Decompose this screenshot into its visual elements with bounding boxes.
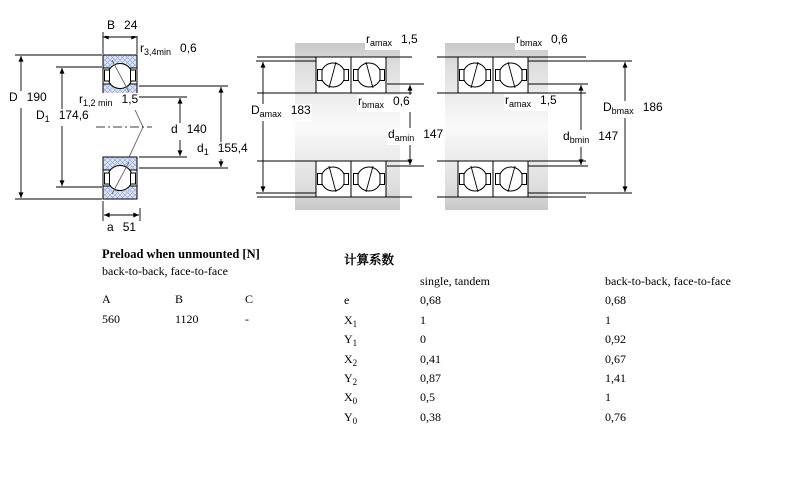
factors-grid [344, 274, 775, 429]
factor-value: 0 [420, 332, 426, 347]
cage [105, 70, 110, 81]
factor-value: 0,67 [605, 351, 626, 366]
cage [105, 173, 110, 184]
dim-label-damin: $d_{amin}$ 147 [388, 127, 444, 143]
calculation-factors-table [344, 250, 775, 429]
dim-label-d1: $d_1$ 155,4 [197, 141, 248, 157]
dim-label-d: d 140 [170, 123, 208, 140]
preload-subtitle: back-to-back, face-to-face [102, 264, 228, 278]
preload-value: 1120 [175, 312, 199, 326]
ball [321, 167, 345, 191]
factor-value: 0,87 [420, 371, 441, 386]
dimension-D1 [56, 67, 102, 187]
preload-col-header: C [245, 292, 254, 306]
preload-table [102, 247, 295, 327]
bearing-bottom-section [103, 157, 137, 199]
paired-arrangement-a-drawing [256, 43, 424, 210]
bearing-pair-bottom [458, 161, 528, 197]
factors-title: 计算系数 [344, 253, 395, 267]
dim-label-ramax-top: $r_{amax}$ 1,5 [366, 32, 418, 48]
factor-value: 0,5 [420, 390, 435, 405]
preload-col-header: A [102, 292, 111, 306]
preload-col-header: B [175, 292, 184, 306]
bearing-pair-top [458, 57, 528, 93]
ball [357, 63, 381, 87]
ball [463, 167, 487, 191]
factor-value: 0,68 [420, 293, 441, 308]
factor-value: 0,41 [420, 351, 441, 366]
dim-label-ramax: $r_{amax}$ 1,5 [505, 93, 557, 109]
dim-label-D1: $D_1$ 174,6 [36, 108, 89, 124]
dim-label-r12: $r_{1,2 min}$ 1,5 [79, 92, 139, 108]
dim-label-dbmin: $d_{bmin}$ 147 [563, 129, 619, 145]
cage [131, 173, 136, 184]
ball [463, 63, 487, 87]
dim-label-a: a 51 [106, 221, 137, 238]
ball [499, 167, 523, 191]
dim-label-rbmax: $r_{bmax}$ 0,6 [358, 94, 410, 110]
factors-col2-header: back-to-back, face-to-face [605, 274, 731, 288]
factor-label: $Y_0$ [344, 409, 358, 426]
factor-label: $Y_1$ [344, 332, 358, 349]
cage [131, 70, 136, 81]
dim-label-rbmax-top: $r_{bmax}$ 0,6 [516, 32, 568, 48]
bearing-pair-top [316, 57, 386, 93]
factor-value: 1 [605, 390, 611, 405]
ball [321, 63, 345, 87]
factor-label: $X_1$ [344, 312, 358, 329]
ball [357, 167, 381, 191]
factor-value: 0,38 [420, 409, 441, 424]
ball [499, 63, 523, 87]
bearing-top-section [103, 55, 137, 97]
preload-title: Preload when unmounted [N] [102, 247, 260, 261]
factor-label: $Y_2$ [344, 371, 358, 388]
dimension-D [15, 55, 102, 199]
dim-label-r34: $r_{3,4min}$ 0,6 [140, 41, 197, 57]
factor-value: 1 [605, 312, 611, 327]
dim-label-D: D 190 [8, 91, 48, 108]
preload-value: 560 [102, 312, 120, 326]
factor-value: 1 [420, 312, 426, 327]
preload-grid [102, 292, 295, 327]
preload-value: - [245, 312, 249, 326]
dimension-a [103, 201, 140, 221]
factor-label: $X_2$ [344, 351, 358, 368]
factors-col1-header: single, tandem [420, 274, 490, 288]
dim-label-Dbmax: $D_{bmax}$ 186 [603, 100, 663, 116]
factor-value: 0,92 [605, 332, 626, 347]
dim-label-B: B 24 [106, 19, 138, 36]
factor-label: $X_0$ [344, 390, 358, 407]
factors-corner-cell [344, 274, 420, 293]
paired-arrangement-b-drawing [437, 43, 632, 210]
factor-value: 0,76 [605, 409, 626, 424]
factor-label: e [344, 293, 350, 308]
dim-label-Damax: $D_{amax}$ 183 [251, 103, 311, 119]
bearing-pair-bottom [316, 161, 386, 197]
factor-value: 1,41 [605, 371, 626, 386]
factor-value: 0,68 [605, 293, 626, 308]
